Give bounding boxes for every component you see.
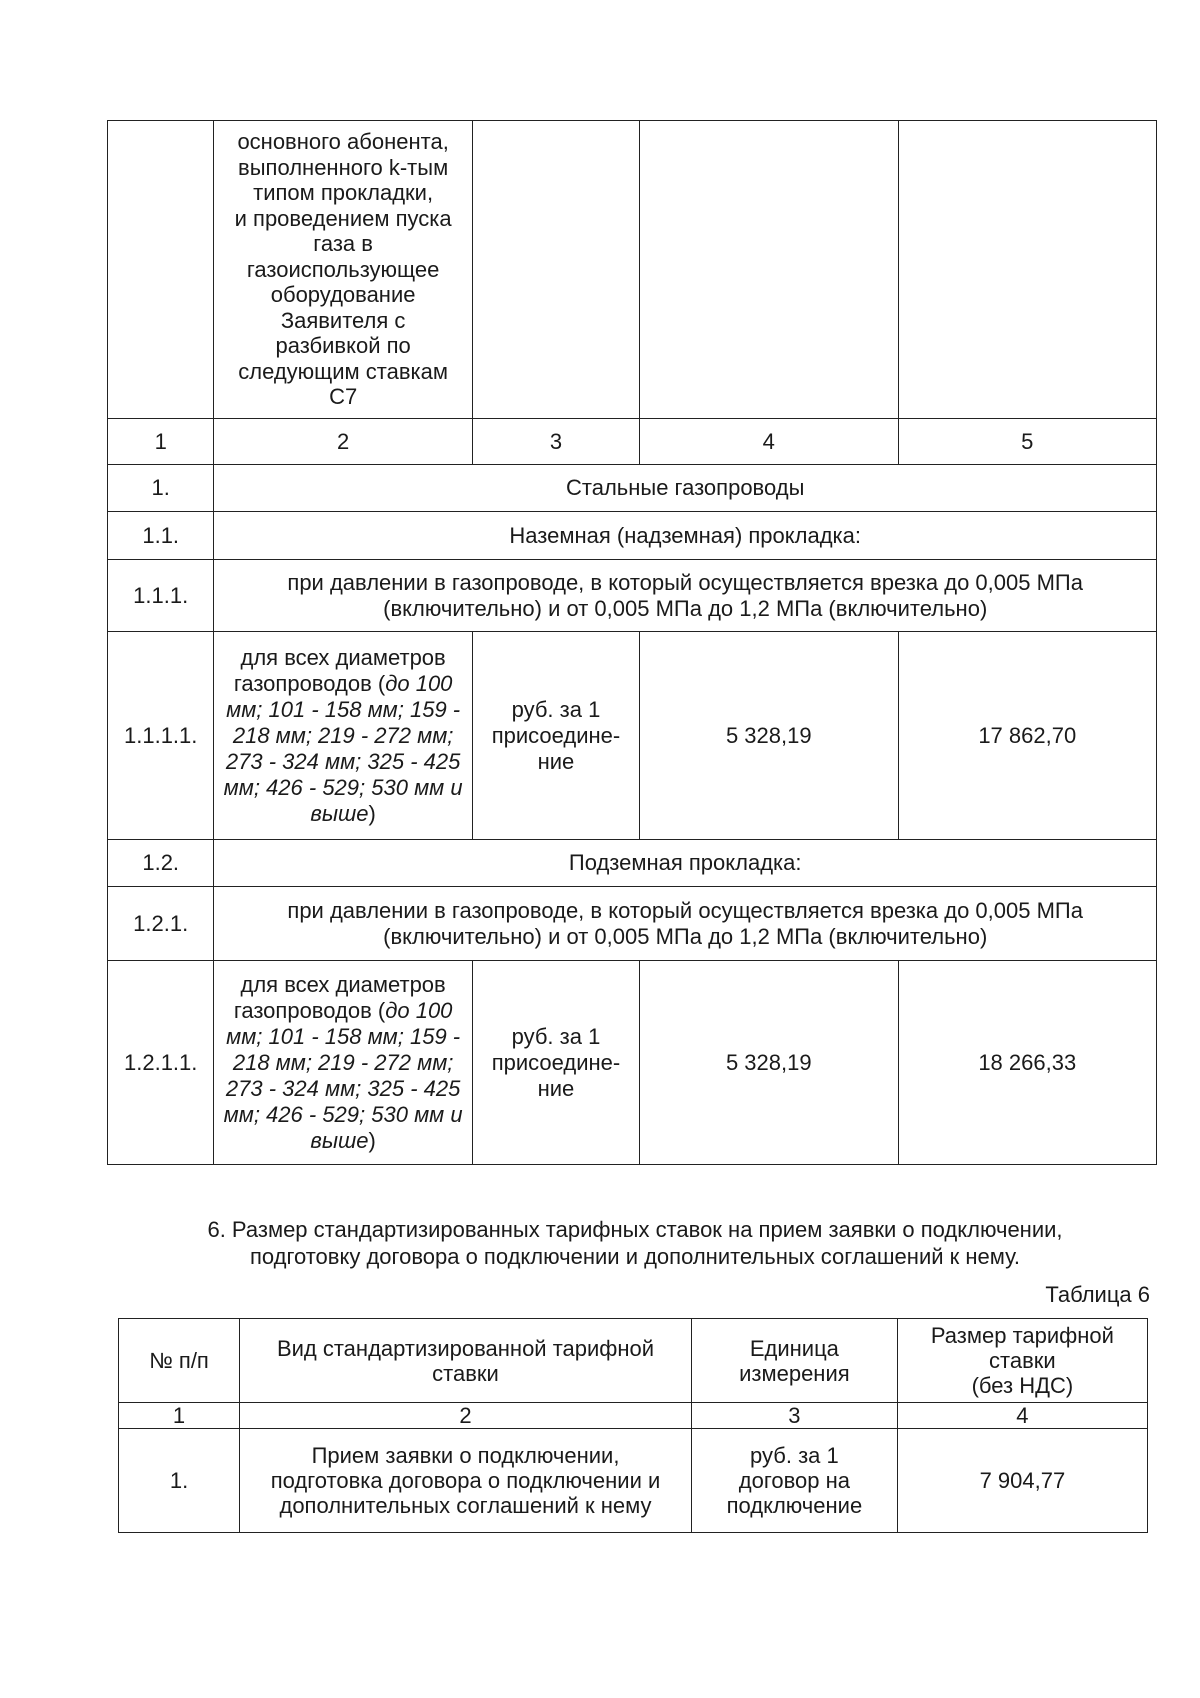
cell-rate-value: 5 328,19	[640, 632, 898, 840]
cell-empty	[472, 121, 639, 419]
header-rate: Размер тарифной ставки (без НДС)	[897, 1319, 1147, 1403]
row-number: 1.1.1.	[108, 560, 214, 632]
cell-rate-value: 5 328,19	[640, 961, 898, 1165]
cell-rate-type: Прием заявки о подключении, подготовка договора о подключении и дополнительных соглашений к нему	[240, 1429, 692, 1533]
col-number: 4	[640, 419, 898, 465]
subsection-title: Подземная прокладка:	[214, 840, 1157, 887]
cell-description: основного абонента, выполненного k-тым типом прокладки, и проведением пуска газа в газоиспользующее оборудование Заявителя с разбивкой по следующим ставкам С7	[214, 121, 472, 419]
table-row	[108, 512, 1157, 560]
cell-unit: руб. за 1 присоедине- ние	[472, 961, 639, 1165]
cell-rate-value: 18 266,33	[898, 961, 1157, 1165]
row-number: 1.2.1.1.	[108, 961, 214, 1165]
col-number: 3	[472, 419, 639, 465]
row-number: 1.1.1.1.	[108, 632, 214, 840]
cell-diameter-description	[214, 632, 472, 840]
cell-rate-value: 17 862,70	[898, 632, 1157, 840]
col-number: 1	[108, 419, 214, 465]
table-row	[108, 840, 1157, 887]
desc-plain: для всех диаметров газопроводов (	[233, 971, 446, 1023]
pressure-condition: при давлении в газопроводе, в который осуществляется врезка до 0,005 МПа (включительно) и от 0,005 МПа до 1,2 МПа (включительно)	[214, 887, 1157, 961]
desc-plain: для всех диаметров газопроводов (	[233, 644, 446, 696]
col-number: 5	[898, 419, 1157, 465]
desc-italic: до 100 мм; 101 - 158 мм; 159 - 218 мм; 219 - 272 мм; 273 - 324 мм; 325 - 425 мм; 426 - 529; 530 мм и выше	[223, 670, 463, 826]
cell-unit: руб. за 1 присоедине- ние	[472, 632, 639, 840]
col-number: 4	[897, 1403, 1147, 1429]
row-number: 1.	[119, 1429, 240, 1533]
cell-empty	[108, 121, 214, 419]
col-number: 3	[691, 1403, 897, 1429]
cell-unit: руб. за 1 договор на подключение	[691, 1429, 897, 1533]
table-row	[108, 560, 1157, 632]
desc-italic: до 100 мм; 101 - 158 мм; 159 - 218 мм; 219 - 272 мм; 273 - 324 мм; 325 - 425 мм; 426 - 529; 530 мм и выше	[223, 997, 463, 1153]
cell-empty	[640, 121, 898, 419]
table-row	[108, 632, 1157, 840]
desc-close: )	[368, 1127, 376, 1153]
header-number: № п/п	[119, 1319, 240, 1403]
table-row	[108, 465, 1157, 512]
desc-close: )	[368, 800, 376, 826]
column-number-row	[108, 419, 1157, 465]
table-6-label: Таблица 6	[1045, 1282, 1150, 1307]
row-number: 1.	[108, 465, 214, 512]
cell-rate-value: 7 904,77	[897, 1429, 1147, 1533]
section-title: Стальные газопроводы	[214, 465, 1157, 512]
tariff-table-6	[118, 1318, 1148, 1533]
pressure-condition: при давлении в газопроводе, в который осуществляется врезка до 0,005 МПа (включительно) и от 0,005 МПа до 1,2 МПа (включительно)	[214, 560, 1157, 632]
table-row	[108, 961, 1157, 1165]
heading-line-2: подготовку договора о подключении и дополнительных соглашений к нему.	[249, 1244, 1021, 1269]
column-number-row	[119, 1403, 1148, 1429]
col-number: 2	[214, 419, 472, 465]
cell-diameter-description	[214, 961, 472, 1165]
row-number: 1.1.	[108, 512, 214, 560]
header-unit: Единица измерения	[691, 1319, 897, 1403]
row-number: 1.2.1.	[108, 887, 214, 961]
subsection-title: Наземная (надземная) прокладка:	[214, 512, 1157, 560]
row-number: 1.2.	[108, 840, 214, 887]
heading-line-1: 6. Размер стандартизированных тарифных ставок на прием заявки о подключении,	[207, 1217, 1063, 1242]
header-type: Вид стандартизированной тарифной ставки	[240, 1319, 692, 1403]
table-row	[108, 121, 1157, 419]
col-number: 2	[240, 1403, 692, 1429]
header-row	[119, 1319, 1148, 1403]
cell-empty	[898, 121, 1157, 419]
col-number: 1	[119, 1403, 240, 1429]
table-row	[119, 1429, 1148, 1533]
table-row	[108, 887, 1157, 961]
section-6-heading	[120, 1216, 1150, 1270]
tariff-table-5	[107, 120, 1157, 1165]
